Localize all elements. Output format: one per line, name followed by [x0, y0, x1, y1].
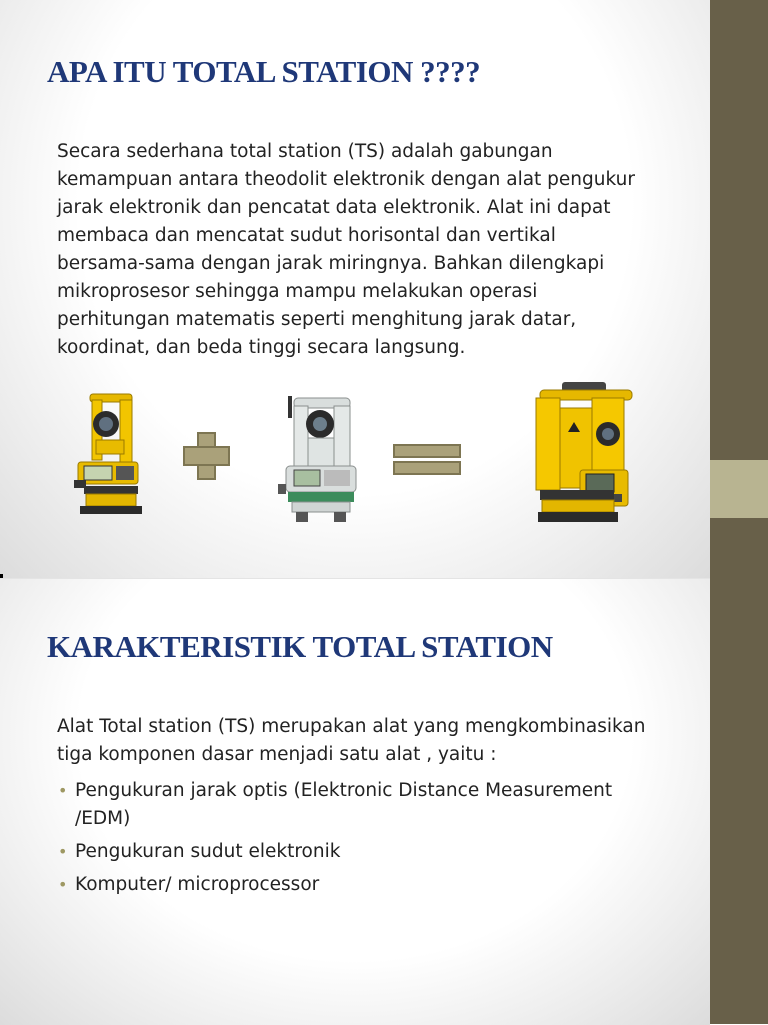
list-item-line: Pengukuran sudut elektronik [75, 841, 341, 862]
slide-2-intro [57, 713, 697, 769]
edm-instrument-image [272, 390, 364, 524]
equals-sign-lower [393, 461, 461, 475]
decorative-sidebar [710, 0, 768, 1024]
slide-2 [0, 578, 710, 1025]
list-item [57, 838, 697, 866]
list-item-line: /EDM) [75, 808, 131, 829]
paragraph-line: mikroprosesor sehingga mampu melakukan operasi [57, 281, 538, 302]
plus-sign [183, 446, 230, 466]
slide-1-title: APA ITU TOTAL STATION ???? [47, 54, 481, 89]
paragraph-line: koordinat, dan beda tinggi secara langsung. [57, 337, 466, 358]
paragraph-line: membaca dan mencatat sudut horisontal dan vertikal [57, 225, 556, 246]
list-item [57, 777, 697, 833]
component-list [57, 777, 697, 904]
slide-1-paragraph [57, 138, 707, 362]
intro-line: tiga komponen dasar menjadi satu alat , yaitu : [57, 744, 497, 765]
bullet-icon: • [58, 781, 68, 800]
slide-2-title: KARAKTERISTIK TOTAL STATION [47, 629, 553, 664]
total-station-image [522, 378, 638, 530]
intro-line: Alat Total station (TS) merupakan alat yang mengkombinasikan [57, 716, 646, 737]
paragraph-line: Secara sederhana total station (TS) adalah gabungan [57, 141, 553, 162]
list-item-line: Pengukuran jarak optis (Elektronic Distance Measurement [75, 780, 613, 801]
list-item-line: Komputer/ microprocessor [75, 874, 320, 895]
list-item [57, 871, 697, 899]
bullet-icon: • [58, 875, 68, 894]
paragraph-line: bersama-sama dengan jarak miringnya. Bahkan dilengkapi [57, 253, 605, 274]
bullet-icon: • [58, 842, 68, 861]
theodolite-image [70, 388, 150, 520]
equals-sign [393, 444, 461, 458]
sidebar-accent-band [710, 460, 768, 518]
paragraph-line: jarak elektronik dan pencatat data elektronik. Alat ini dapat [57, 197, 611, 218]
slide-divider-mark [0, 574, 3, 578]
paragraph-line: perhitungan matematis seperti menghitung jarak datar, [57, 309, 577, 330]
paragraph-line: kemampuan antara theodolit elektronik dengan alat pengukur [57, 169, 635, 190]
